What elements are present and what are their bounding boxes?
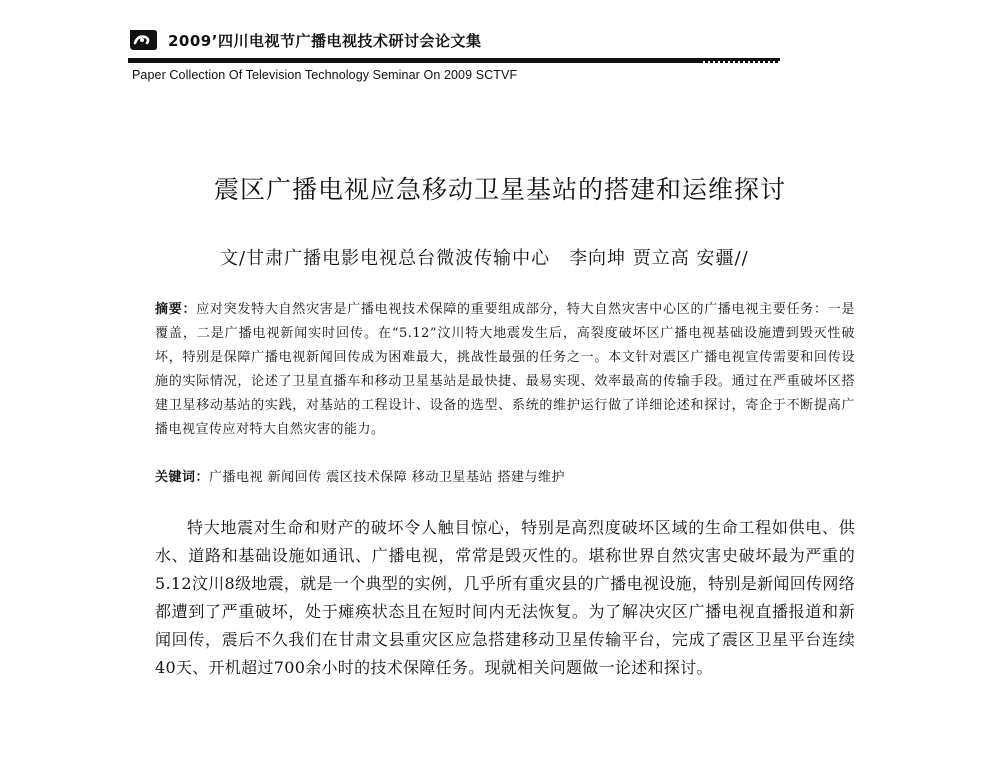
keywords (155, 466, 565, 485)
author-byline: 文/甘肃广播电影电视总台微波传输中心 李向坤 贾立高 安疆// (220, 248, 749, 269)
conference-logo-icon (128, 28, 158, 52)
abstract-label: 摘要： (155, 302, 197, 317)
keywords-text: 广播电视 新闻回传 震区技术保障 移动卫星基站 搭建与维护 (209, 470, 566, 485)
keywords-label: 关键词： (155, 470, 210, 485)
paper-title: 震区广播电视应急移动卫星基站的搭建和运维探讨 (213, 175, 786, 204)
journal-title-en: Paper Collection Of Television Technology Seminar On 2009 SCTVF (132, 68, 518, 82)
abstract (155, 298, 855, 442)
header-rule-tail (700, 61, 780, 63)
header-rule (128, 58, 780, 63)
abstract-text: 应对突发特大自然灾害是广播电视技术保障的重要组成部分，特大自然灾害中心区的广播电视主要任务：一是覆盖，二是广播电视新闻实时回传。在“5.12”汶川特大地震发生后，高裂度破坏区广播电视基础设施遭到毁灭性破坏，特别是保障广播电视新闻回传成为困难最大，挑战性最强的任务之一。本文针对震区广播电视宣传需要和回传设施的实际情况，论述了卫星直播车和移动卫星基站是最快捷、最易实现、效率最高的传输手段。通过在严重破坏区搭建卫星移动基站的实践，对基站的工程设计、设备的选型、系统的维护运行做了详细论述和探讨，寄企于不断提高广播电视宣传应对特大自然灾害的能力。 (155, 302, 855, 437)
journal-title-cn: 2009’四川电视节广播电视技术研讨会论文集 (168, 32, 482, 50)
body-paragraph: 特大地震对生命和财产的破坏令人触目惊心，特别是高烈度破坏区域的生命工程如供电、供水、道路和基础设施如通讯、广播电视，常常是毁灭性的。堪称世界自然灾害史破坏最为严重的5.12汶川8级地震，就是一个典型的实例，几乎所有重灾县的广播电视设施，特别是新闻回传网络都遭到了严重破坏，处于瘫痪状态且在短时间内无法恢复。为了解决灾区广播电视直播报道和新闻回传，震后不久我们在甘肃文县重灾区应急搭建移动卫星传输平台，完成了震区卫星平台连续40天、开机超过700余小时的技术保障任务。现就相关问题做一论述和探讨。 (155, 518, 855, 677)
